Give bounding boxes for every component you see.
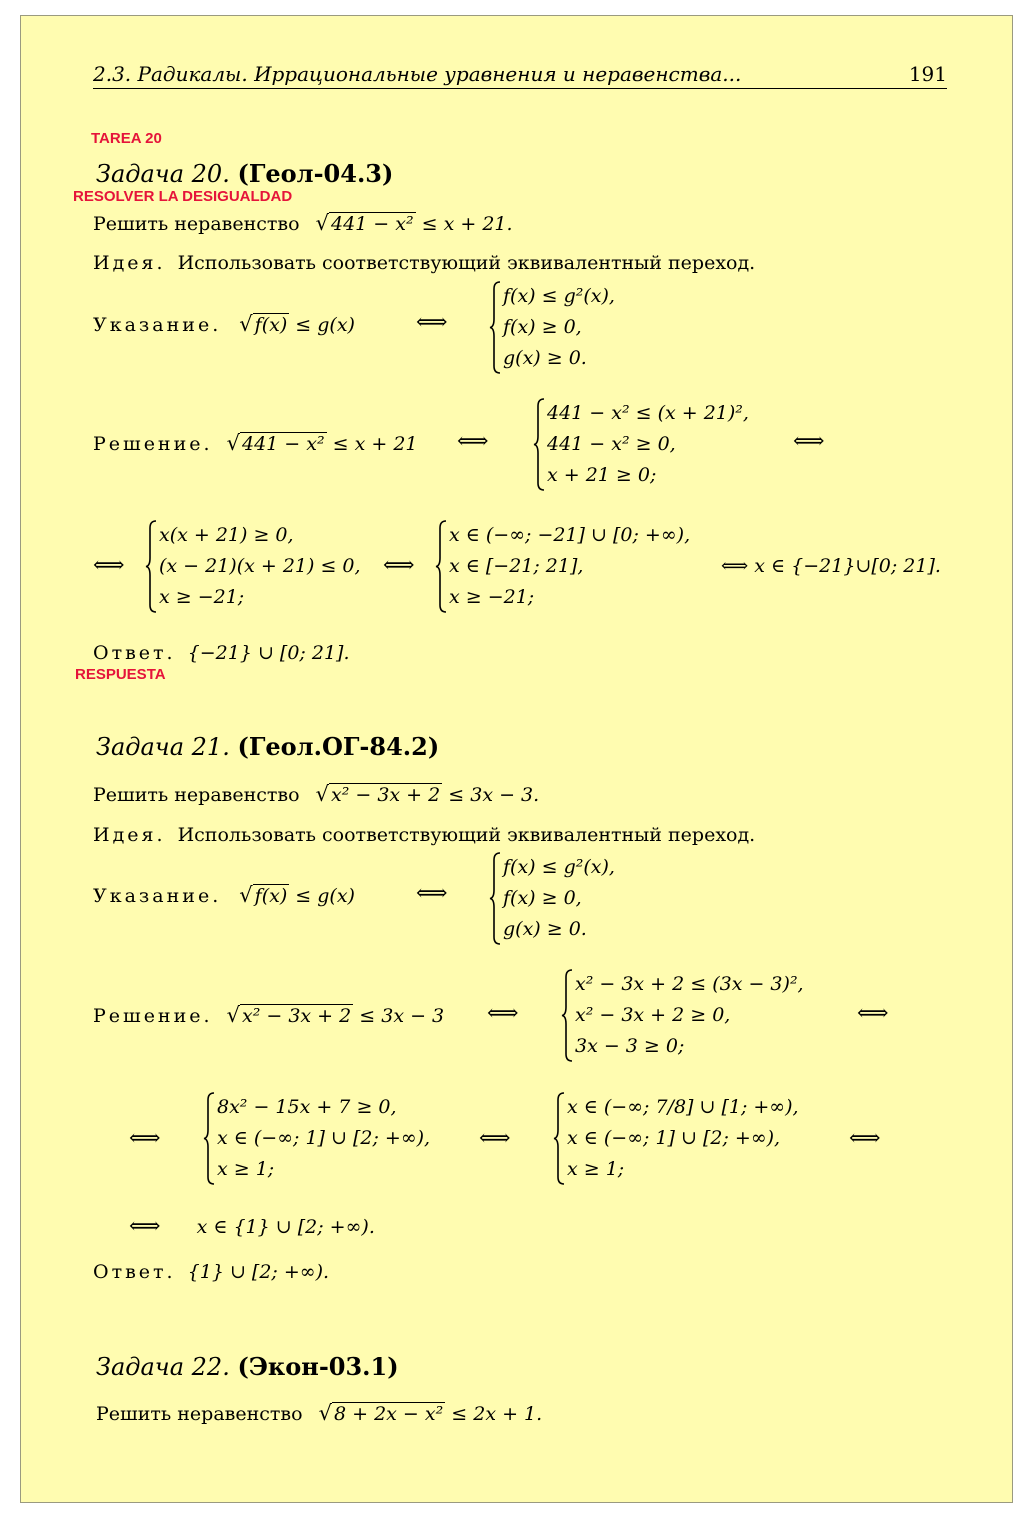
problem-20-idea (93, 252, 755, 274)
brace-icon (145, 520, 157, 613)
brace-icon (553, 1092, 565, 1185)
step-system-1 (203, 1092, 463, 1185)
radical-sign-icon: √ (318, 1401, 332, 1425)
problem-21-answer (93, 1261, 329, 1283)
hint-rhs: ≤ g(x) (295, 314, 355, 336)
statement-label: Решить неравенство (96, 1403, 303, 1425)
brace-icon (533, 398, 545, 491)
sol-sys-row: x² − 3x + 2 ≤ (3x − 3)², (575, 973, 804, 995)
hint-system (489, 852, 689, 945)
brace-icon (561, 969, 573, 1062)
hint-label: Указание. (93, 885, 222, 907)
book-page (20, 15, 1013, 1503)
statement-radicand: 8 + 2x − x² (333, 1403, 444, 1425)
statement-radicand: 441 − x² (330, 213, 414, 235)
statement-rhs: ≤ x + 21. (421, 213, 513, 235)
brace-icon (435, 520, 447, 613)
radical-sign-icon: √ (315, 782, 329, 806)
annotation-respuesta: RESPUESTA (75, 666, 166, 683)
brace-icon (489, 852, 501, 945)
problem-20-hint (93, 312, 355, 336)
hint-label: Указание. (93, 314, 222, 336)
hint-sys-row: f(x) ≥ 0, (503, 316, 582, 338)
sol-sys-row: 441 − x² ≤ (x + 21)², (547, 402, 749, 424)
step1-row: x ≥ −21; (159, 586, 245, 608)
equiv-arrow: ⟺ (793, 429, 825, 454)
problem-20-statement (93, 211, 513, 235)
problem-20-answer (93, 642, 349, 664)
hint-sys-row: g(x) ≥ 0. (503, 347, 587, 369)
idea-text: Использовать соответствующий эквивалентный переход. (177, 252, 756, 274)
step-system-2 (435, 520, 715, 613)
header-title: 2.3. Радикалы. Иррациональные уравнения и неравенства... (93, 62, 742, 86)
hint-sys-row: f(x) ≤ g²(x), (503, 856, 615, 878)
radical-sign-icon: √ (315, 211, 329, 235)
problem-22-statement (96, 1401, 542, 1425)
equiv-arrow: ⟺ (416, 881, 448, 906)
problem-20-label: Задача 20. (96, 160, 230, 188)
problem-20-code: (Геол-04.3) (237, 159, 394, 188)
hint-sys-row: f(x) ≥ 0, (503, 887, 582, 909)
step-result: ⟺ x ∈ {−21}∪[0; 21]. (721, 555, 941, 577)
step1-row: x ∈ (−∞; 1] ∪ [2; +∞), (217, 1127, 431, 1149)
equiv-arrow: ⟺ (487, 1001, 519, 1026)
hint-radicand: f(x) (254, 885, 288, 907)
equiv-arrow: ⟺ (129, 1126, 161, 1151)
solution-rhs: ≤ 3x − 3 (359, 1005, 445, 1027)
statement-rhs: ≤ 2x + 1. (451, 1403, 543, 1425)
radical-sign-icon: √ (239, 312, 253, 336)
step2-row: x ∈ [−21; 21], (449, 555, 584, 577)
step2-row: x ∈ (−∞; 7/8] ∪ [1; +∞), (567, 1096, 799, 1118)
step1-row: (x − 21)(x + 21) ≤ 0, (159, 555, 361, 577)
final-line (129, 1214, 375, 1239)
page-number: 191 (908, 62, 947, 86)
final-value: x ∈ {1} ∪ [2; +∞). (196, 1216, 375, 1238)
problem-21-label: Задача 21. (96, 733, 230, 761)
solution-system (561, 969, 861, 1062)
step-system-2 (553, 1092, 833, 1185)
statement-label: Решить неравенство (93, 213, 300, 235)
problem-22-code: (Экон-03.1) (237, 1352, 399, 1381)
statement-label: Решить неравенство (93, 784, 300, 806)
radical-sign-icon: √ (226, 431, 240, 455)
idea-label: Идея. (93, 824, 166, 846)
brace-icon (489, 281, 501, 374)
solution-label: Решение. (93, 1005, 213, 1027)
step2-row: x ≥ 1; (567, 1158, 625, 1180)
equiv-arrow: ⟺ (849, 1126, 881, 1151)
hint-sys-row: f(x) ≤ g²(x), (503, 285, 615, 307)
sol-sys-row: x + 21 ≥ 0; (547, 464, 657, 486)
equiv-arrow: ⟺ (416, 310, 448, 335)
problem-21-title (96, 732, 439, 761)
idea-text: Использовать соответствующий эквивалентный переход. (177, 824, 756, 846)
hint-system (489, 281, 689, 374)
answer-label: Ответ. (93, 642, 176, 664)
brace-icon (203, 1092, 215, 1185)
hint-rhs: ≤ g(x) (295, 885, 355, 907)
hint-sys-row: g(x) ≥ 0. (503, 918, 587, 940)
answer-label: Ответ. (93, 1261, 176, 1283)
running-header (93, 62, 947, 89)
equiv-arrow: ⟺ (129, 1214, 161, 1239)
sol-sys-row: 441 − x² ≥ 0, (547, 433, 676, 455)
problem-21-idea (93, 824, 755, 846)
solution-label: Решение. (93, 433, 213, 455)
idea-label: Идея. (93, 252, 166, 274)
step1-row: 8x² − 15x + 7 ≥ 0, (217, 1096, 397, 1118)
answer-value: {1} ∪ [2; +∞). (187, 1261, 330, 1283)
sol-sys-row: x² − 3x + 2 ≥ 0, (575, 1004, 731, 1026)
equiv-arrow: ⟺ (383, 553, 415, 578)
problem-21-solution (93, 1003, 444, 1027)
problem-21-code: (Геол.ОГ-84.2) (237, 732, 440, 761)
step1-row: x ≥ 1; (217, 1158, 275, 1180)
radical-sign-icon: √ (239, 883, 253, 907)
step2-row: x ∈ (−∞; −21] ∪ [0; +∞), (449, 524, 691, 546)
problem-20-solution (93, 431, 418, 455)
solution-radicand: x² − 3x + 2 (242, 1005, 352, 1027)
problem-22-title (96, 1352, 399, 1381)
problem-20-title (96, 159, 393, 188)
equiv-arrow: ⟺ (857, 1001, 889, 1026)
annotation-resolver: RESOLVER LA DESIGUALDAD (73, 188, 293, 205)
annotation-tarea: TAREA 20 (91, 130, 162, 147)
problem-21-hint (93, 883, 355, 907)
problem-22-label: Задача 22. (96, 1353, 230, 1381)
step-system-1 (145, 520, 385, 613)
statement-radicand: x² − 3x + 2 (330, 784, 441, 806)
solution-radicand: 441 − x² (242, 433, 325, 455)
answer-value: {−21} ∪ [0; 21]. (187, 642, 350, 664)
radical-sign-icon: √ (226, 1003, 240, 1027)
equiv-arrow: ⟺ (457, 429, 489, 454)
solution-system (533, 398, 793, 491)
equiv-arrow: ⟺ (93, 553, 125, 578)
problem-21-statement (93, 782, 539, 806)
statement-rhs: ≤ 3x − 3. (448, 784, 540, 806)
step2-row: x ∈ (−∞; 1] ∪ [2; +∞), (567, 1127, 781, 1149)
sol-sys-row: 3x − 3 ≥ 0; (575, 1035, 685, 1057)
step1-row: x(x + 21) ≥ 0, (159, 524, 294, 546)
step2-row: x ≥ −21; (449, 586, 535, 608)
solution-rhs: ≤ x + 21 (332, 433, 418, 455)
equiv-arrow: ⟺ (479, 1126, 511, 1151)
hint-radicand: f(x) (254, 314, 288, 336)
